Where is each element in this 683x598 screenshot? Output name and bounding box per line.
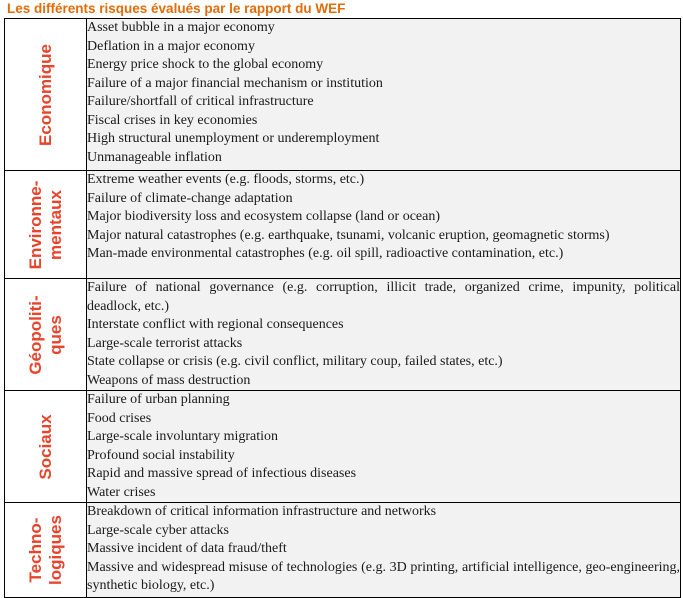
items-cell [87,279,681,391]
list-item: Man-made environmental catastrophes (e.g. oil spill, radioactive contamination, etc.) [87,246,564,261]
items-cell [87,171,681,279]
table-row [5,279,681,391]
list-item: Failure of climate-change adaptation [87,190,293,206]
category-cell [5,279,87,391]
category-label: Environne- mentaux [25,180,65,269]
items-cell [87,391,681,503]
risk-table [4,18,681,598]
list-item: Rapid and massive spread of infectious diseases [87,466,357,481]
table-row [5,19,681,171]
list-item: Unmanageable inflation [87,149,222,165]
list-item: State collapse or crisis (e.g. civil conflict, military coup, failed states, etc.) [87,354,503,369]
table-row [5,503,681,598]
items-cell [87,19,681,171]
list-item: Food crises [87,410,152,426]
list-item: Major biodiversity loss and ecosystem collapse (land or ocean) [87,209,441,224]
category-cell [5,19,87,171]
list-item: Large-scale involuntary migration [87,429,279,444]
list-item: Failure of a major financial mechanism or institution [87,75,383,91]
list-item: Large-scale cyber attacks [87,522,229,538]
list-item: Profound social instability [87,447,235,463]
list-item: Interstate conflict with regional consequences [87,317,344,332]
list-item: Extreme weather events (e.g. floods, storms, etc.) [87,172,365,187]
list-item: Fiscal crises in key economies [87,112,258,128]
category-label: Géopoliti- ques [25,294,65,375]
table-row [5,391,681,503]
list-item: High structural unemployment or underemployment [87,131,380,146]
category-cell [5,171,87,279]
list-item: Water crises [87,484,156,500]
list-item: Failure/shortfall of critical infrastructure [87,94,314,109]
items-cell [87,503,681,598]
list-item: Breakdown of critical information infrastructure and networks [87,504,437,519]
category-label: Sociaux [35,413,55,480]
page-title: Les différents risques évalués par le rapport du WEF [7,1,346,16]
list-item: Deflation in a major economy [87,38,255,54]
table-row [5,171,681,279]
list-item: Failure of national governance (e.g. corruption, illicit trade, organized crime, impunity, political deadlock, etc.) [87,280,680,314]
category-label: Economique [35,43,55,146]
category-cell [5,503,87,598]
list-item: Failure of urban planning [87,392,230,407]
list-item: Energy price shock to the global economy [87,57,324,72]
list-item: Massive incident of data fraud/theft [87,541,287,556]
list-item: Asset bubble in a major economy [87,20,275,35]
list-item: Weapons of mass destruction [87,372,251,388]
list-item: Massive and widespread misuse of technologies (e.g. 3D printing, artificial intelligence, geo-engineering, synthetic biology, etc.) [87,559,680,593]
category-label: Techno- logiques [25,515,65,585]
list-item: Major natural catastrophes (e.g. earthquake, tsunami, volcanic eruption, geomagnetic storms) [87,227,610,243]
category-cell [5,391,87,503]
list-item: Large-scale terrorist attacks [87,335,243,351]
